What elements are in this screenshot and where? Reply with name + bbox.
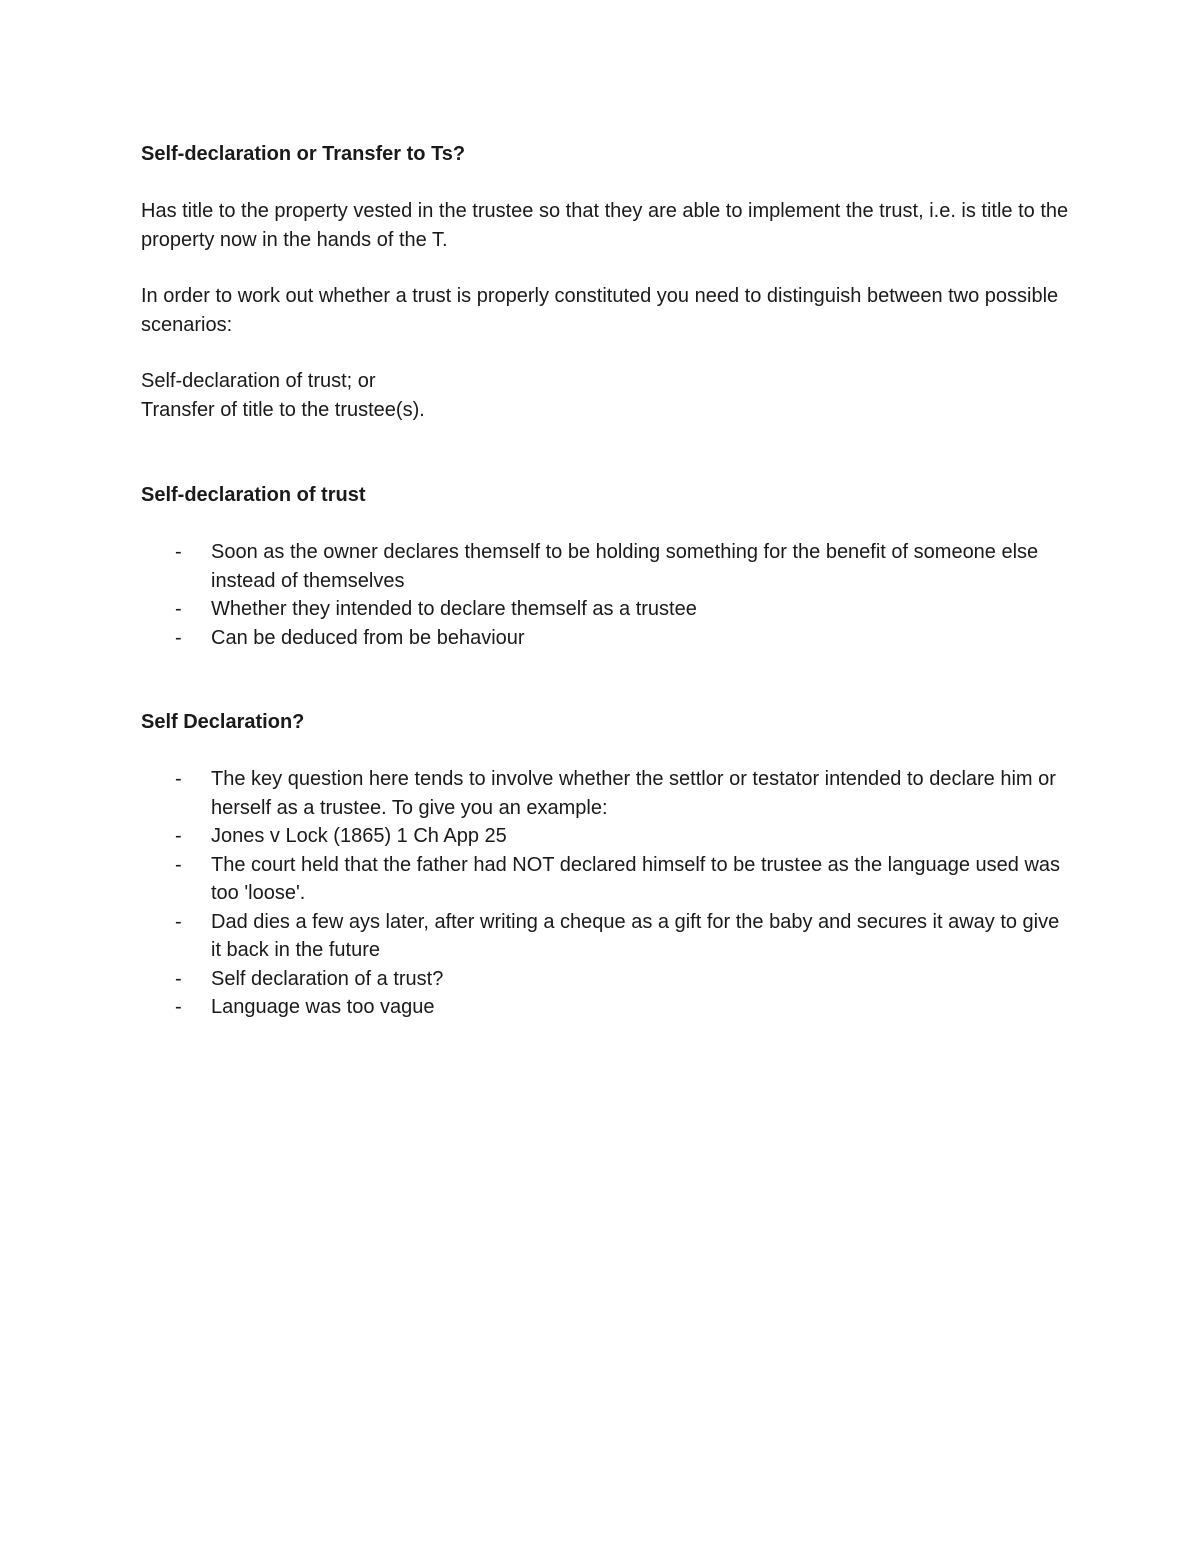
section-heading: Self-declaration of trust [141,484,366,506]
dash-bullet: - [175,598,182,620]
list-item [141,851,1071,908]
list-item [141,624,1071,653]
paragraph-line: Self-declaration of trust; or [141,370,376,392]
list-item-text: Jones v Lock (1865) 1 Ch App 25 [211,825,507,847]
list-item [141,993,1071,1022]
list-item [141,595,1071,624]
list-item [141,822,1071,851]
dash-bullet: - [175,910,182,933]
dash-bullet: - [175,626,182,649]
paragraph: In order to work out whether a trust is properly constituted you need to distinguish between two possible scenarios: [141,285,1059,336]
dash-bullet: - [175,996,182,1018]
section-heading: Self Declaration? [141,711,305,733]
list-item-text: The court held that the father had NOT declared himself to be trustee as the language used was too 'loose'. [211,853,1061,904]
dash-bullet: - [175,768,182,790]
list-item-text: Dad dies a few ays later, after writing a cheque as a gift for the baby and secures it away to give it back in the future [211,910,1060,961]
paragraph-line: Transfer of title to the trustee(s). [141,399,425,421]
list-item-text: Language was too vague [211,996,435,1018]
dash-bullet: - [175,967,182,990]
paragraph: Has title to the property vested in the trustee so that they are able to implement the trust, i.e. is title to the property now in the hands of the T. [141,200,1069,251]
list-item [141,965,1071,994]
dash-bullet: - [175,853,182,876]
section-heading: Self-declaration or Transfer to Ts? [141,143,466,165]
list-item [141,908,1071,965]
dash-bullet: - [175,825,182,847]
list-item-text: The key question here tends to involve whether the settlor or testator intended to declare him or herself as a trustee. To give you an example: [211,768,1056,819]
dash-bullet: - [175,541,182,563]
list-item-text: Whether they intended to declare themself as a trustee [211,598,697,620]
list-item [141,538,1071,595]
list-item-text: Can be deduced from be behaviour [211,626,525,649]
list-item-text: Self declaration of a trust? [211,967,444,990]
list-item-text: Soon as the owner declares themself to be holding something for the benefit of someone else instead of themselves [211,541,1039,592]
bullet-list [141,538,1071,652]
list-item [141,765,1071,822]
bullet-list [141,765,1071,1022]
